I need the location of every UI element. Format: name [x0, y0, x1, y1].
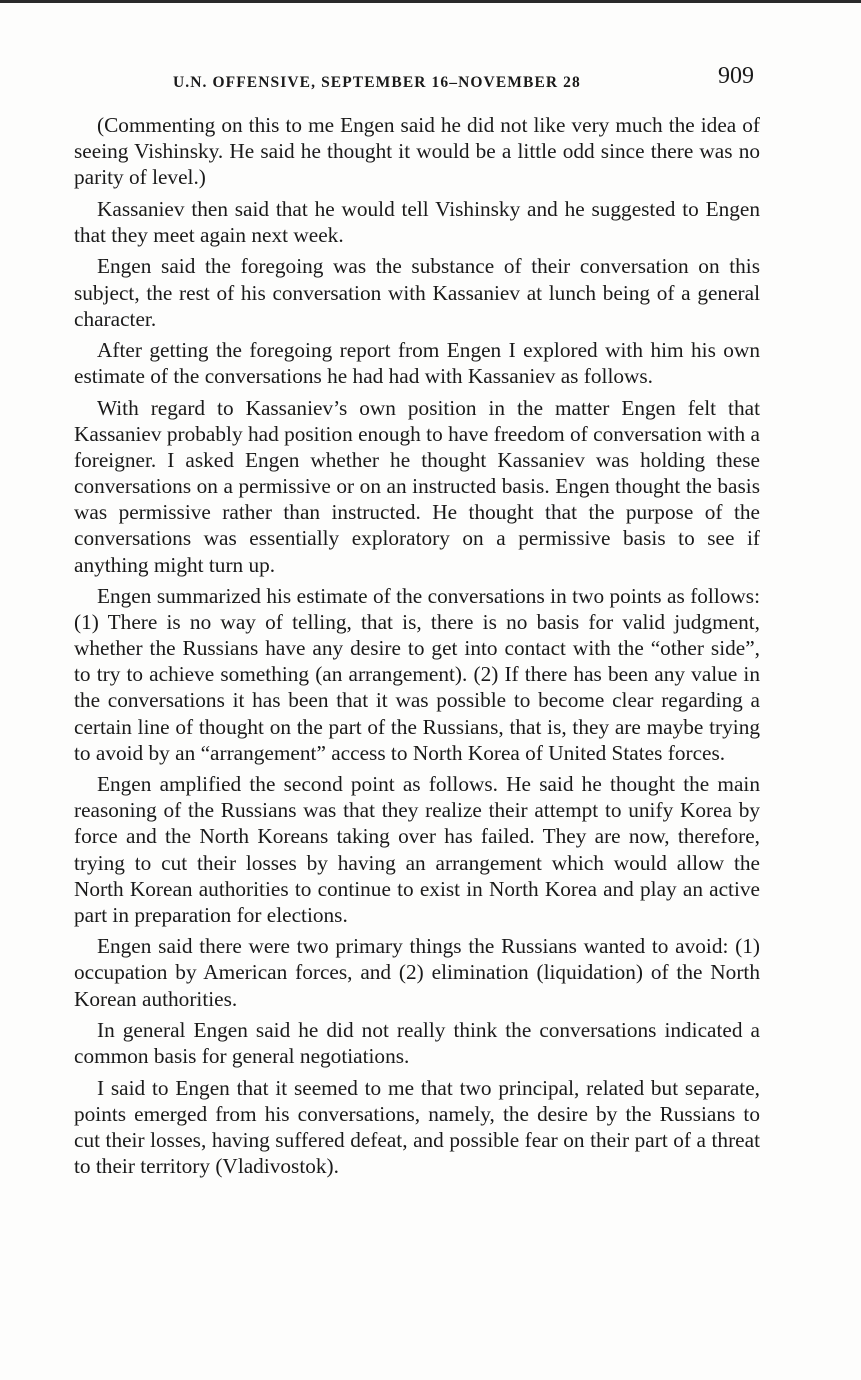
- paragraph-commenting: (Commenting on this to me Engen said he did not like very much the idea of seeing Vishinsky. He said he thought it would be a little odd since there was no parity of level.): [74, 113, 760, 190]
- paragraph-common-basis: In general Engen said he did not really think the conversations indicated a common basis for general negotiations.: [74, 1018, 760, 1069]
- paragraph-second-point: Engen amplified the second point as follows. He said he thought the main reasoning of the Russians was that they realize their attempt to unify Korea by force and the North Koreans taking over has failed. They are now, therefore, trying to cut their losses by having an arrangement which would allow the North Korean authorities to continue to exist in North Korea and play an active part in preparation for elections.: [74, 772, 760, 927]
- page-header: [70, 62, 760, 94]
- paragraph-kassaniev-position: With regard to Kassaniev’s own position in the matter Engen felt that Kassaniev probably had position enough to have freedom of conversation with a foreigner. I asked Engen whether he thought Kassaniev was holding these conversations on a permissive or on an instructed basis. Engen thought the basis was permissive rather than instructed. He thought that the purpose of the conversations was essentially exploratory on a permissive basis to see if anything might turn up.: [74, 395, 760, 577]
- top-edge-rule: [0, 0, 861, 3]
- paragraph-kassaniev-reply: Kassaniev then said that he would tell Vishinsky and he suggested to Engen that they meet again next week.: [74, 196, 760, 247]
- paragraph-things-to-avoid: Engen said there were two primary things the Russians wanted to avoid: (1) occupation by American forces, and (2) elimination (liquidation) of the North Korean authorities.: [74, 934, 760, 1011]
- page-number: 909: [718, 63, 754, 89]
- paragraph-substance: Engen said the foregoing was the substance of their conversation on this subject, the rest of his conversation with Kassaniev at lunch being of a general character.: [74, 254, 760, 331]
- paragraph-principal-points: I said to Engen that it seemed to me that two principal, related but separate, points emerged from his conversations, namely, the desire by the Russians to cut their losses, having suffered defeat, and possible fear on their part of a threat to their territory (Vladivostok).: [74, 1075, 760, 1179]
- paragraph-two-points: Engen summarized his estimate of the conversations in two points as follows: (1) There is no way of telling, that is, there is no basis for valid judgment, whether the Russians have any desire to get into contact with the “other side”, to try to achieve something (an arrangement). (2) If there has been any value in the conversations it has been that it was possible to become clear regarding a certain line of thought on the part of the Russians, that is, they are maybe trying to avoid by an “arrangement” access to North Korea of United States forces.: [74, 584, 760, 765]
- paragraph-estimate-intro: After getting the foregoing report from Engen I explored with him his own estimate of the conversations he had had with Kassaniev as follows.: [74, 338, 760, 389]
- running-head: U.N. OFFENSIVE, SEPTEMBER 16–NOVEMBER 28: [173, 74, 581, 91]
- body-text: [74, 112, 760, 1185]
